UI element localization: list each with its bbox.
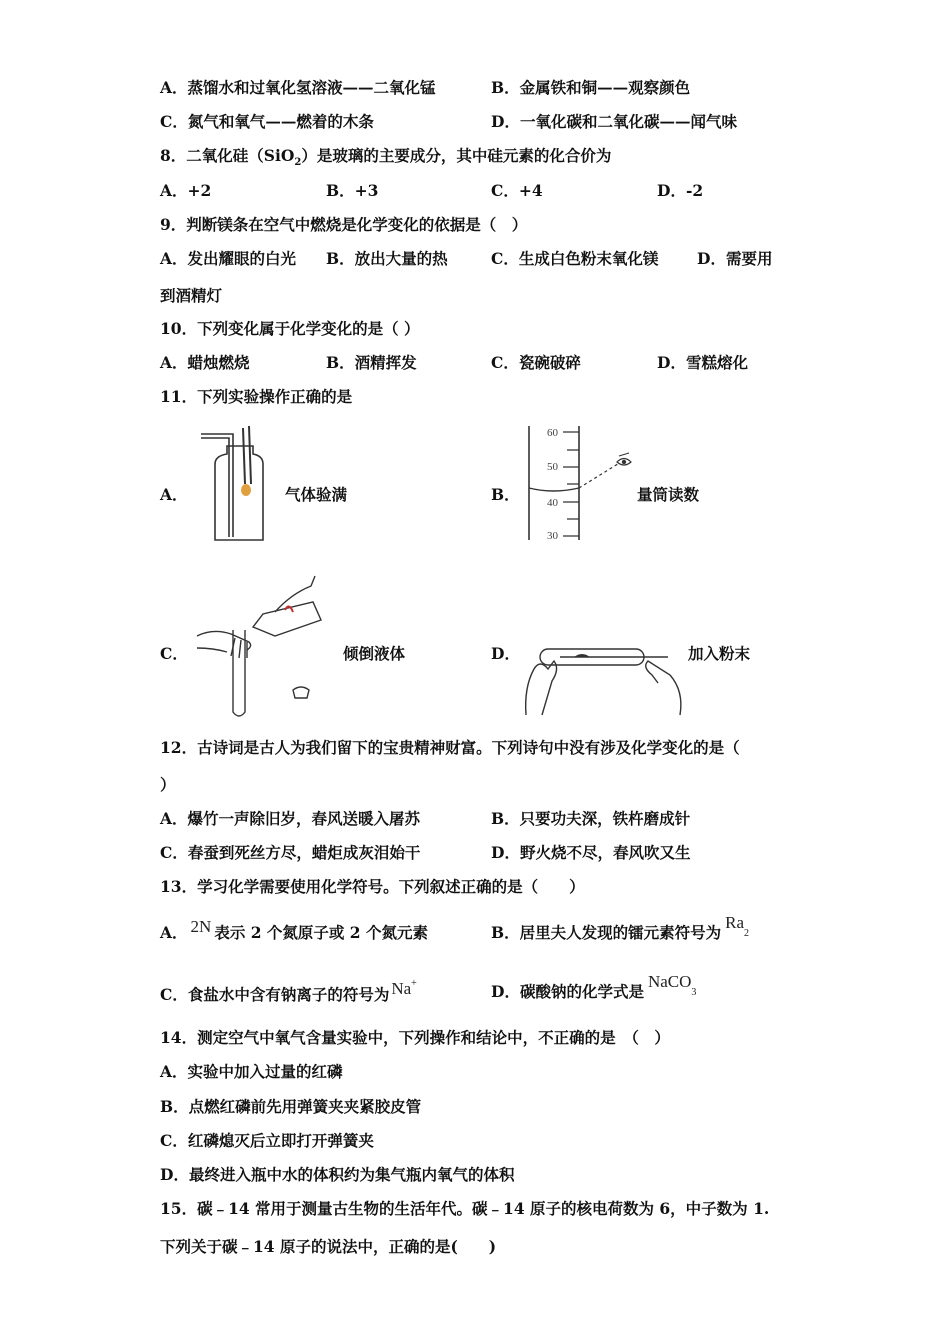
q13-option-a (160, 917, 428, 943)
q15-stem-continued: 下列关于碳﹣14 原子的说法中，正确的是( ) (160, 1237, 497, 1256)
q11-option-c-letter: C． (160, 644, 188, 663)
q10-option-d: D．雪糕熔化 (657, 353, 748, 372)
eye-icon (617, 453, 631, 465)
q7-option-b: B．金属铁和铜——观察颜色 (491, 78, 691, 97)
powder-icon (574, 654, 590, 657)
graduated-cylinder-figure (523, 422, 643, 544)
q13-option-a-letter: A． (160, 923, 188, 942)
q12-option-a: A．爆竹一声除旧岁，春风送暖入屠苏 (160, 809, 421, 828)
q10-option-b: B．酒精挥发 (326, 353, 417, 372)
q13-option-d-text: D．碳酸钠的化学式是 (491, 982, 644, 1001)
q14-stem: 14．测定空气中氧气含量实验中，下列操作和结论中，不正确的是 （ ） (160, 1028, 670, 1047)
q8-stem-part1: 8．二氧化硅（SiO (160, 146, 295, 165)
q13-option-d-subscript: 3 (691, 987, 697, 999)
q12-stem-continued: ） (160, 775, 176, 794)
glowing-stick-icon (241, 484, 251, 496)
q12-option-d: D．野火烧不尽，春风吹又生 (491, 843, 691, 862)
q13-option-a-text: 表示 2 个氮原子或 2 个氮元素 (214, 923, 428, 942)
q9-option-d: D．需要用 (697, 249, 773, 268)
q11-option-d-letter: D． (491, 644, 520, 663)
q11-option-a-label: 气体验满 (285, 485, 348, 504)
q15-stem: 15．碳﹣14 常用于测量古生物的生活年代。碳﹣14 原子的核电荷数为 6，中子数为 1. (160, 1199, 770, 1218)
q9-stem: 9．判断镁条在空气中燃烧是化学变化的依据是（ ） (160, 215, 528, 234)
q13-option-c-text: C．食盐水中含有钠离子的符号为 (160, 985, 390, 1005)
q9-option-a: A．发出耀眼的白光 (160, 249, 297, 268)
q13-option-b-text: B．居里夫人发现的镭元素符号为 (491, 923, 722, 942)
q8-option-d: D．-2 (657, 181, 704, 200)
adding-powder-figure (520, 635, 688, 720)
pouring-liquid-figure (193, 572, 333, 720)
q11-option-b-letter: B． (491, 485, 520, 504)
q10-option-c: C．瓷碗破碎 (491, 353, 581, 372)
q12-option-b: B．只要功夫深，铁杵磨成针 (491, 809, 691, 828)
q8-option-c: C．+4 (491, 181, 543, 200)
q8-stem (160, 146, 611, 173)
q7-option-c: C．氮气和氧气——燃着的木条 (160, 112, 374, 131)
q7-option-a: A．蒸馏水和过氧化氢溶液——二氧化锰 (160, 78, 436, 97)
q13-option-b-subscript: 2 (744, 928, 749, 940)
q11-option-c-label: 倾倒液体 (343, 644, 406, 663)
q9-option-b: B．放出大量的热 (326, 249, 448, 268)
q13-option-b-formula: Ra (725, 913, 744, 932)
q9-option-d-continued: 到酒精灯 (160, 286, 223, 305)
q13-option-d-formula: NaCO (647, 972, 692, 991)
q13-option-d (491, 972, 697, 1009)
q13-option-a-formula: 2N (190, 917, 212, 936)
cylinder-tick-30: 30 (547, 530, 558, 542)
q8-stem-part2: ）是玻璃的主要成分，其中硅元素的化合价为 (301, 146, 612, 165)
q11-stem: 11．下列实验操作正确的是 (160, 387, 353, 406)
q10-stem: 10．下列变化属于化学变化的是（ ） (160, 319, 420, 338)
q14-option-c: C．红磷熄灭后立即打开弹簧夹 (160, 1131, 374, 1150)
q13-option-c-formula: Na (391, 979, 412, 999)
q13-option-b (491, 913, 749, 950)
q9-option-c: C．生成白色粉末氧化镁 (491, 249, 659, 268)
q8-stem-subscript: 2 (294, 157, 302, 169)
q14-option-d: D．最终进入瓶中水的体积约为集气瓶内氧气的体积 (160, 1165, 515, 1184)
q13-stem: 13．学习化学需要使用化学符号。下列叙述正确的是（ ） (160, 877, 585, 896)
cylinder-tick-40: 40 (547, 497, 558, 509)
gas-collection-bottle-figure (193, 422, 273, 544)
q11-option-a-letter: A． (160, 485, 188, 504)
q13-option-c (160, 978, 417, 1005)
q12-stem: 12．古诗词是古人为我们留下的宝贵精神财富。下列诗句中没有涉及化学变化的是（ (160, 738, 740, 757)
q10-option-a: A．蜡烛燃烧 (160, 353, 250, 372)
q11-option-d-label: 加入粉末 (688, 644, 751, 663)
q7-option-d: D．一氧化碳和二氧化碳——闻气味 (491, 112, 737, 131)
cylinder-tick-50: 50 (547, 461, 558, 473)
q14-option-a: A．实验中加入过量的红磷 (160, 1062, 343, 1081)
q12-option-c: C．春蚕到死丝方尽，蜡炬成灰泪始干 (160, 843, 421, 862)
q8-option-a: A．+2 (160, 181, 212, 200)
q14-option-b: B．点燃红磷前先用弹簧夹夹紧胶皮管 (160, 1097, 422, 1116)
q13-option-c-superscript: + (411, 978, 417, 989)
q11-option-b-label: 量筒读数 (637, 485, 700, 504)
q8-option-b: B．+3 (326, 181, 379, 200)
cylinder-tick-60: 60 (547, 427, 558, 439)
